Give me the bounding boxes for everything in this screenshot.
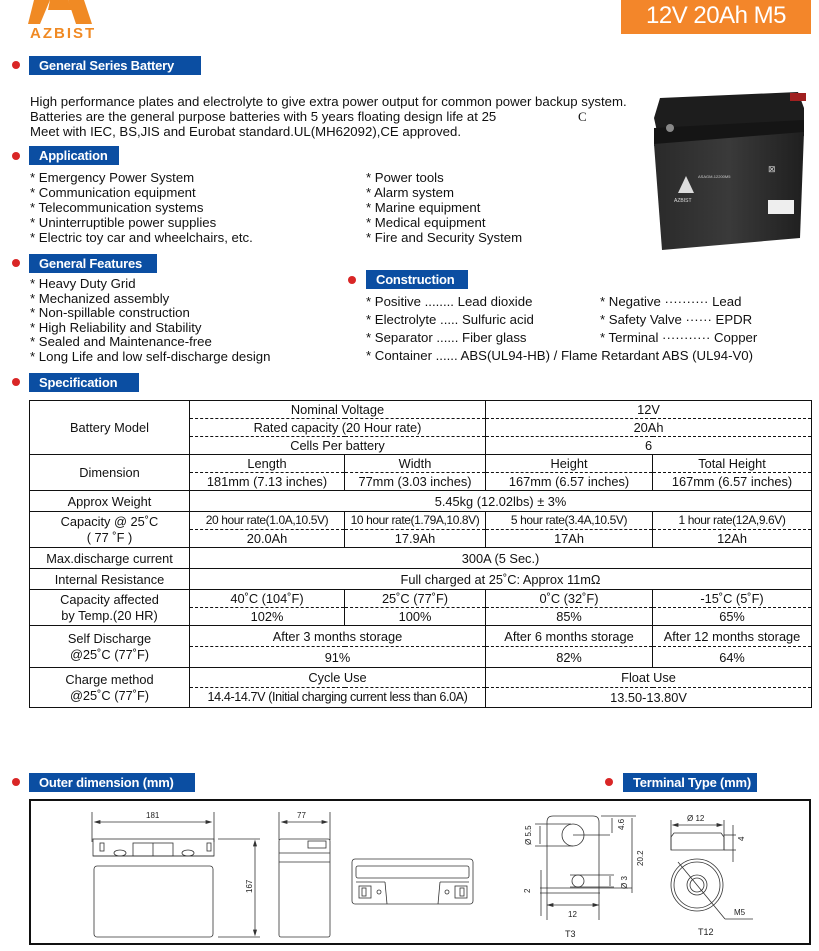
list-item: * Non-spillable construction [30, 305, 190, 320]
row-label: Dimension [30, 455, 190, 491]
t3-thickness-label: 2 [523, 888, 532, 893]
cell: 17.9Ah [345, 530, 486, 548]
row-label: Max.discharge current [30, 548, 190, 569]
cell: After 3 months storage [190, 626, 486, 647]
list-item: * Terminal ··········· Copper [600, 330, 758, 345]
cell: 77mm (3.03 inches) [345, 473, 486, 491]
t3-total-label: 20.2 [636, 850, 645, 866]
cell: 5 hour rate(3.4A,10.5V) [486, 512, 653, 530]
svg-text:⊠: ⊠ [768, 164, 776, 174]
list-item: * High Reliability and Stability [30, 319, 202, 335]
cell: 20 hour rate(1.0A,10.5V) [190, 512, 345, 530]
cell: 17Ah [486, 530, 653, 548]
cell: -15˚C (5˚F) [653, 590, 812, 608]
list-item: * Marine equipment [366, 200, 481, 215]
t12-name: T12 [698, 927, 714, 937]
celsius-unit: C [578, 109, 587, 124]
label-line: Capacity @ 25˚C [60, 513, 159, 529]
list-item: * Emergency Power System [30, 170, 195, 185]
section-general-series: General Series Battery [29, 56, 201, 75]
cell: Total Height [653, 455, 812, 473]
intro-line: Batteries are the general purpose batteries with 5 years floating design life at 25 [30, 109, 497, 124]
cell: 14.4-14.7V (Initial charging current less than 6.0A) [190, 688, 486, 708]
cell: Cycle Use [190, 668, 486, 688]
cell: 82% [486, 647, 653, 668]
cell: Length [190, 455, 345, 473]
cell: 12Ah [653, 530, 812, 548]
label-line: @25˚C (77˚F) [69, 646, 150, 662]
section-construction: Construction [366, 270, 468, 289]
dim-height-label: 167 [245, 879, 254, 893]
list-item: * Heavy Duty Grid [30, 276, 136, 291]
svg-text:AZBIST: AZBIST [674, 198, 692, 204]
label-line: Charge method [65, 671, 154, 687]
list-item: * Negative ·········· Lead [600, 294, 742, 309]
list-item: * Communication equipment [30, 185, 196, 200]
cell: 64% [653, 647, 812, 668]
list-item: * Power tools [366, 170, 444, 185]
dim-width-label: 77 [297, 811, 306, 820]
cell: Cells Per battery [190, 437, 486, 455]
intro-line: Meet with IEC, BS,JIS and Eurobat standard.UL(MH62092),CE approved. [30, 124, 462, 139]
cell: 20.0Ah [190, 530, 345, 548]
cell: 6 [486, 437, 812, 455]
t12-diameter-label: Ø 12 [687, 814, 705, 823]
intro-line: High performance plates and electrolyte to give extra power output for common power backup system. [30, 94, 627, 109]
section-terminal-type: Terminal Type (mm) [623, 773, 757, 792]
cell: 40˚C (104˚F) [190, 590, 345, 608]
t3-terminal-drawing [535, 816, 636, 920]
side-view-drawing [279, 812, 330, 937]
cell: After 12 months storage [653, 626, 812, 647]
cell: 300A (5 Sec.) [190, 548, 812, 569]
section-specification: Specification [29, 373, 139, 392]
cell: 12V [486, 401, 812, 419]
label-line: ( 77 ˚F ) [86, 529, 133, 545]
cell: 167mm (6.57 inches) [653, 473, 812, 491]
top-view-drawing [352, 859, 473, 904]
construction-container: * Container ...... ABS(UL94-HB) / Flame Retardant ABS (UL94-V0) [366, 348, 753, 363]
list-item: * Separator ...... Fiber glass [366, 330, 527, 345]
section-features: General Features [29, 254, 157, 273]
list-item: * Fire and Security System [366, 230, 523, 245]
t12-terminal-drawing [671, 820, 753, 919]
cell: Height [486, 455, 653, 473]
t3-name: T3 [565, 929, 576, 939]
list-item: * Alarm system [366, 185, 454, 200]
cell: 10 hour rate(1.79A,10.8V) [345, 512, 486, 530]
section-application: Application [29, 146, 119, 165]
label-line: @25˚C (77˚F) [69, 687, 150, 703]
cell: After 6 months storage [486, 626, 653, 647]
cell: 13.50-13.80V [486, 688, 812, 708]
row-label: Battery Model [30, 401, 190, 455]
t3-hole-label: Ø 5.5 [524, 825, 533, 845]
list-item: * Positive ........ Lead dioxide [366, 294, 533, 309]
label-line: Self Discharge [67, 630, 152, 646]
cell: Float Use [486, 668, 812, 688]
cell: 5.45kg (12.02lbs) ± 3% [190, 491, 812, 512]
list-item: * Uninterruptible power supplies [30, 215, 217, 230]
t3-width-label: 12 [568, 910, 577, 919]
cell: 91% [190, 647, 486, 668]
model-badge: 12V 20Ah M5 [621, 0, 811, 34]
svg-text:ASAGM-12200M5: ASAGM-12200M5 [698, 174, 731, 179]
cell: 102% [190, 608, 345, 626]
dim-length-label: 181 [146, 811, 160, 820]
front-view-drawing [92, 812, 260, 937]
brand-name: AZBIST [30, 25, 97, 42]
cell: 20Ah [486, 419, 812, 437]
cell: 85% [486, 608, 653, 626]
cell: Full charged at 25˚C: Approx 11mΩ [190, 569, 812, 590]
cell: 65% [653, 608, 812, 626]
list-item: * Safety Valve ······ EPDR [600, 312, 753, 327]
cell: 0˚C (32˚F) [486, 590, 653, 608]
cell: 167mm (6.57 inches) [486, 473, 653, 491]
cell: 25˚C (77˚F) [345, 590, 486, 608]
list-item: * Sealed and Maintenance-free [30, 334, 212, 349]
row-label: Internal Resistance [30, 569, 190, 590]
t3-top-label: 4.6 [617, 818, 626, 830]
row-label: Approx Weight [30, 491, 190, 512]
list-item: * Telecommunication systems [30, 200, 204, 215]
list-item: * Medical equipment [366, 215, 486, 230]
label-line: by Temp.(20 HR) [61, 607, 158, 623]
cell: Width [345, 455, 486, 473]
list-item: * Electrolyte ..... Sulfuric acid [366, 312, 534, 327]
cell: 181mm (7.13 inches) [190, 473, 345, 491]
label-line: Capacity affected [60, 591, 159, 607]
cell: 1 hour rate(12A,9.6V) [653, 512, 812, 530]
list-item: * Electric toy car and wheelchairs, etc. [30, 230, 253, 245]
t3-small-hole-label: Ø 3 [620, 876, 629, 889]
t12-thread-label: M5 [734, 908, 746, 917]
cell: Rated capacity (20 Hour rate) [190, 419, 486, 437]
section-outer-dimension: Outer dimension (mm) [29, 773, 195, 792]
cell: 100% [345, 608, 486, 626]
cell: Nominal Voltage [190, 401, 486, 419]
list-item: * Mechanized assembly [30, 290, 170, 306]
t12-height-label: 4 [737, 836, 746, 841]
list-item: * Long Life and low self-discharge design [30, 348, 271, 364]
